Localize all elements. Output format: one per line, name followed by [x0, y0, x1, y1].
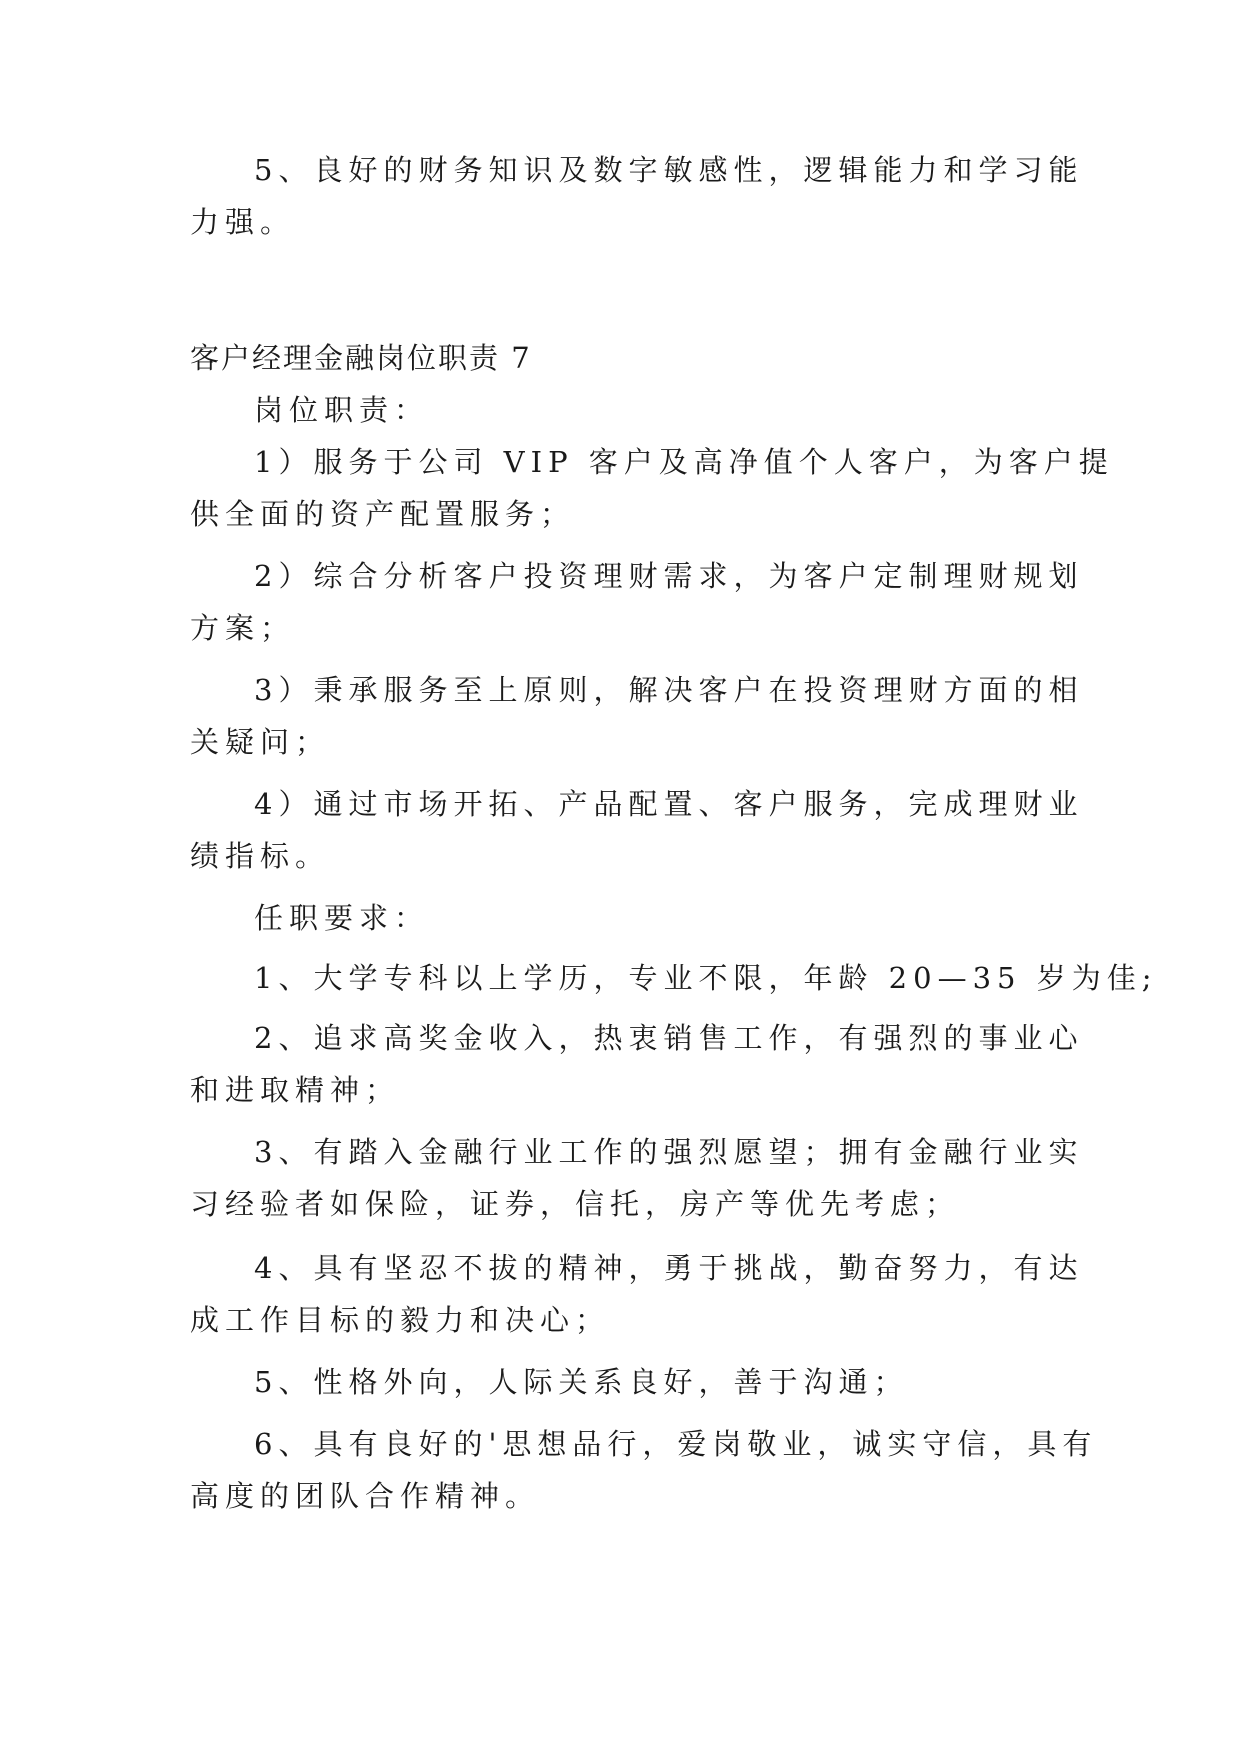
requirement-5-line-1: 5、性格外向，人际关系良好，善于沟通；	[254, 1365, 909, 1399]
section-title: 客户经理金融岗位职责 7	[190, 341, 532, 375]
requirement-4-line-1: 4、具有坚忍不拔的精神，勇于挑战，勤奋努力，有达	[254, 1251, 1084, 1285]
duty-2-line-1: 2）综合分析客户投资理财需求，为客户定制理财规划	[254, 559, 1084, 593]
duty-1-line-2: 供全面的资产配置服务；	[190, 497, 576, 531]
requirement-2-line-1: 2、追求高奖金收入，热衷销售工作，有强烈的事业心	[254, 1021, 1084, 1055]
requirement-6-line-1: 6、具有良好的'思想品行，爱岗敬业，诚实守信，具有	[254, 1427, 1098, 1461]
requirement-3-line-1: 3、有踏入金融行业工作的强烈愿望；拥有金融行业实	[254, 1135, 1084, 1169]
duties-heading: 岗位职责：	[254, 393, 430, 427]
duty-3-line-2: 关疑问；	[190, 725, 331, 759]
requirements-heading: 任职要求：	[254, 901, 430, 935]
requirement-6-line-2: 高度的团队合作精神。	[190, 1479, 541, 1513]
prev-item-line-2: 力强。	[190, 205, 296, 239]
duty-3-line-1: 3）秉承服务至上原则，解决客户在投资理财方面的相	[254, 673, 1084, 707]
requirement-3-line-2: 习经验者如保险，证券，信托，房产等优先考虑；	[190, 1187, 961, 1221]
duty-2-line-2: 方案；	[190, 611, 296, 645]
duty-4-line-1: 4）通过市场开拓、产品配置、客户服务，完成理财业	[254, 787, 1084, 821]
requirement-1-line-1: 1、大学专科以上学历，专业不限，年龄 20—35 岁为佳;	[254, 961, 1158, 995]
requirement-2-line-2: 和进取精神；	[190, 1073, 401, 1107]
duty-4-line-2: 绩指标。	[190, 839, 331, 873]
requirement-4-line-2: 成工作目标的毅力和决心；	[190, 1303, 611, 1337]
duty-1-line-1: 1）服务于公司 VIP 客户及高净值个人客户，为客户提	[254, 445, 1114, 479]
prev-item-line-1: 5、良好的财务知识及数字敏感性，逻辑能力和学习能	[254, 153, 1084, 187]
